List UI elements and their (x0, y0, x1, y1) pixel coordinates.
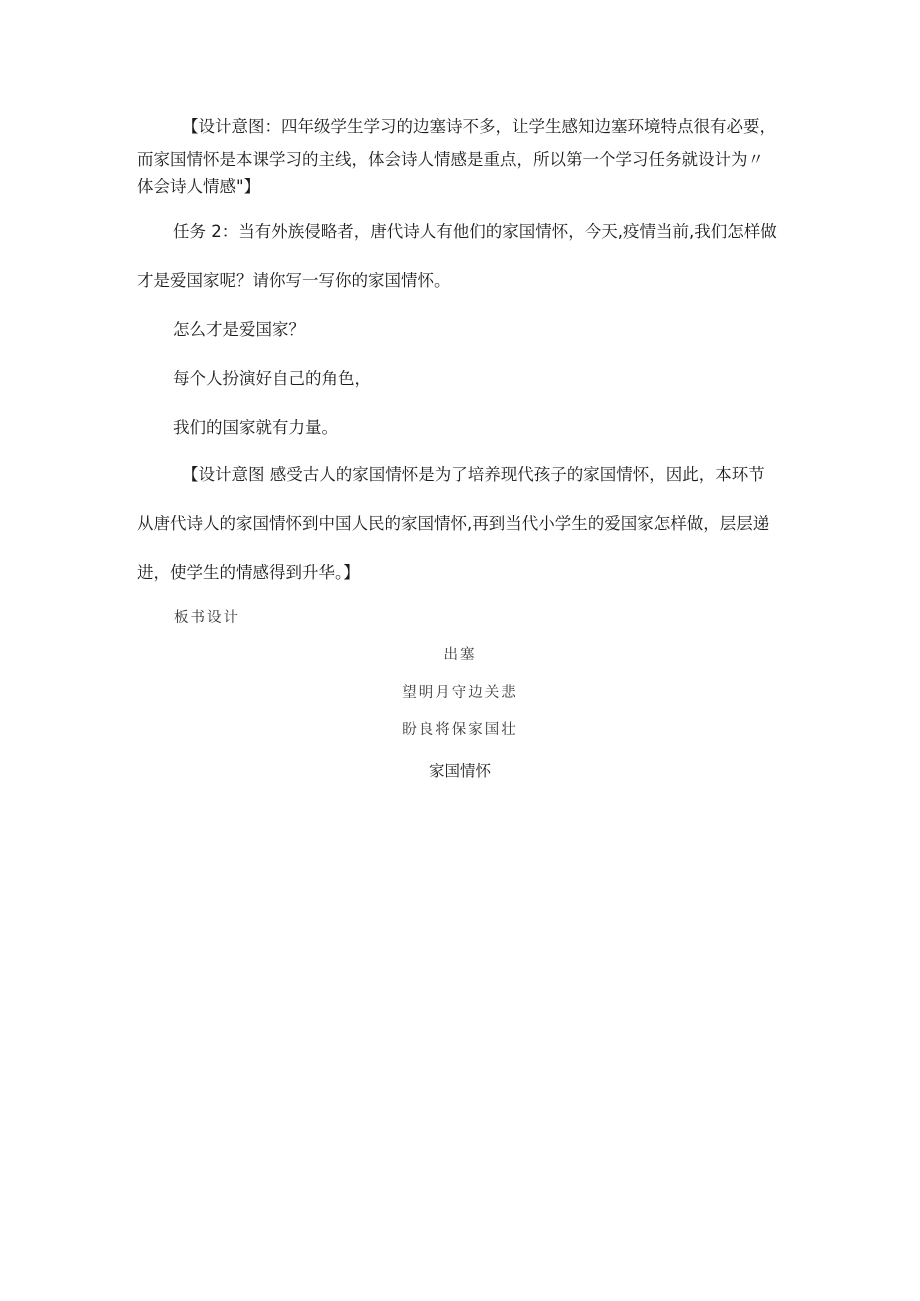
design-intent-1-line-2: 而家国情怀是本课学习的主线，体会诗人情感是重点，所以第一个学习任务就设计为〃 (137, 150, 764, 169)
poem-line-3: 我们的国家就有力量。 (173, 418, 338, 437)
design-intent-2-line-1: 【设计意图 感受古人的家国情怀是为了培养现代孩子的家国情怀，因此，本环节 (182, 465, 765, 484)
board-theme: 家国情怀 (428, 762, 491, 780)
design-intent-1-line-1: 【设计意图：四年级学生学习的边塞诗不多，让学生感知边塞环境特点很有必要， (182, 117, 776, 136)
board-line-2: 盼良将保家国壮 (402, 722, 518, 738)
poem-line-2: 每个人扮演好自己的角色， (173, 369, 371, 388)
poem-line-1: 怎么才是爱国家？ (173, 320, 305, 339)
design-intent-2-line-2: 从唐代诗人的家国情怀到中国人民的家国情怀,再到当代小学生的爱国家怎样做，层层递 (137, 514, 770, 533)
design-intent-1-line-3: 体会诗人情感"】 (137, 177, 261, 196)
design-intent-2-line-3: 进，使学生的情感得到升华。】 (137, 563, 360, 582)
task-2-line-1: 任务 2：当有外族侵略者，唐代诗人有他们的家国情怀，今天,疫情当前,我们怎样做 (173, 222, 777, 241)
board-line-1: 望明月守边关悲 (402, 685, 518, 701)
task-2-line-2: 才是爱国家呢？请你写一写你的家国情怀。 (137, 271, 451, 290)
board-design-label: 板书设计 (174, 610, 240, 626)
board-title: 出塞 (443, 647, 477, 663)
